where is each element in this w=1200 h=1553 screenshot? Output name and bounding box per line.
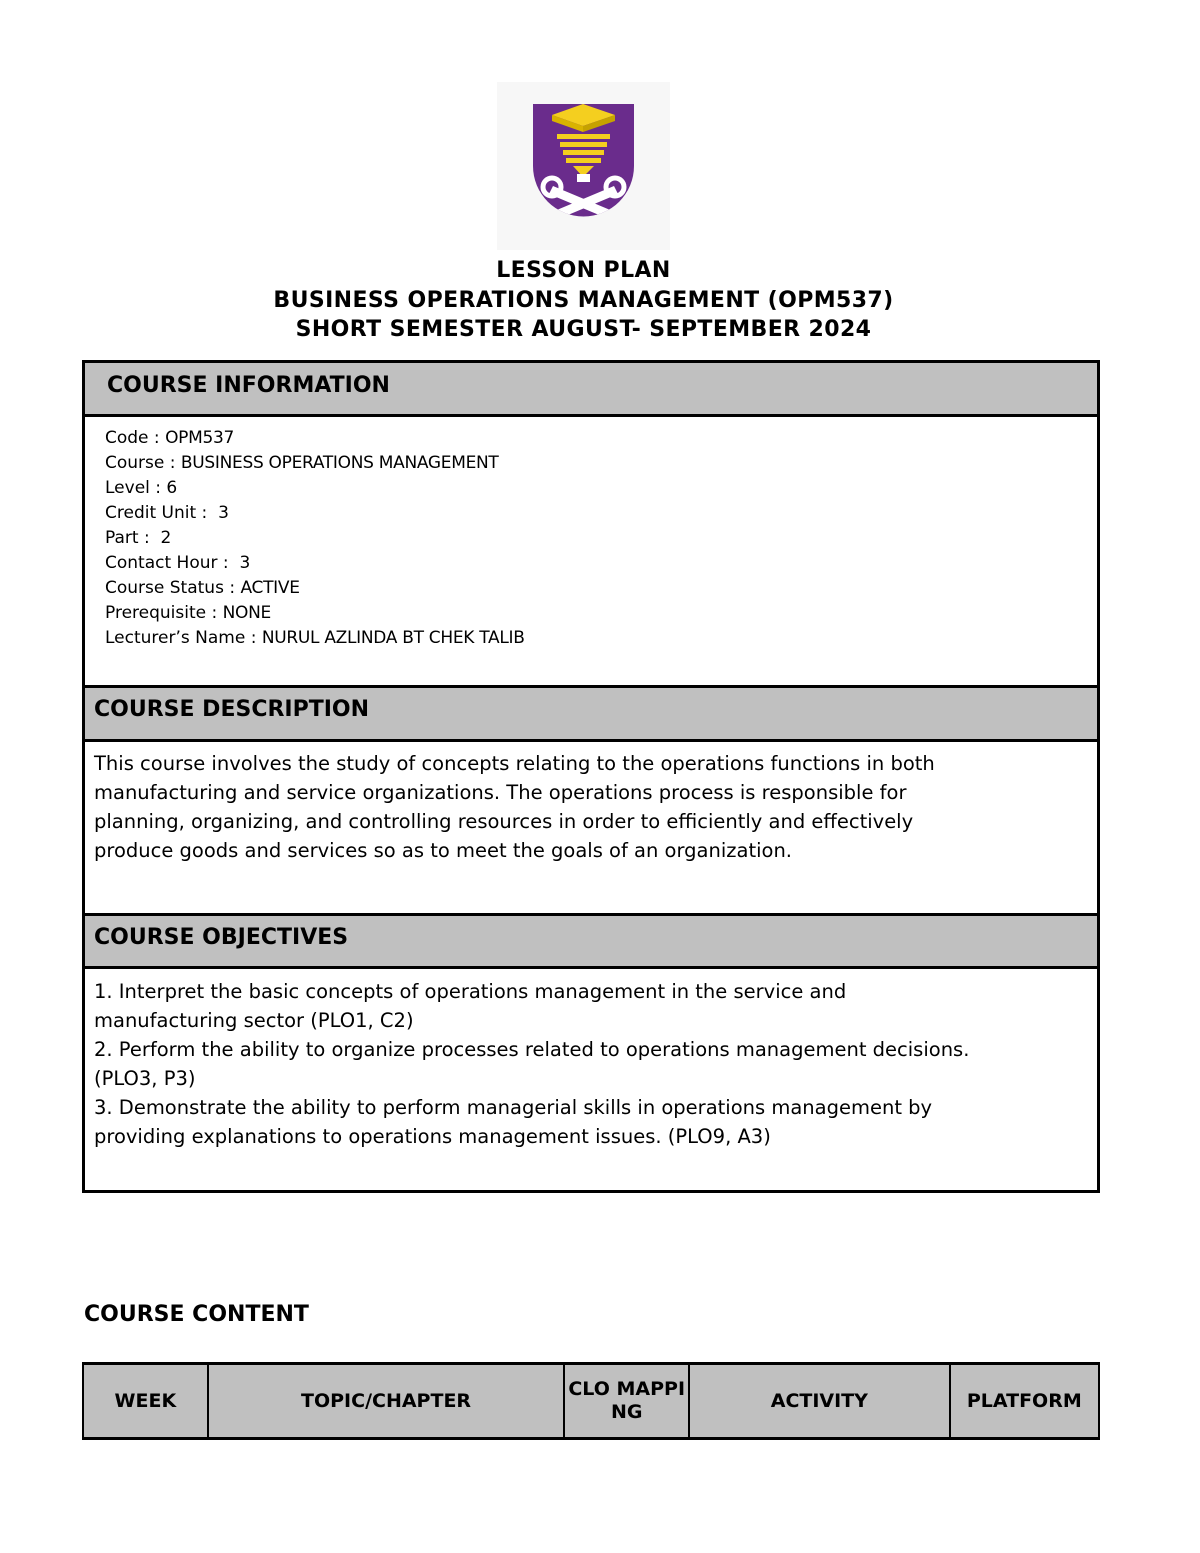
title-course-name: BUSINESS OPERATIONS MANAGEMENT (OPM537) [273, 287, 894, 313]
table-header-row [83, 1364, 1099, 1439]
course-information-heading: COURSE INFORMATION [107, 373, 390, 398]
course-objectives-text: 1. Interpret the basic concepts of operations management in the service and manufacturing sector (PLO1, C2) 2. Perform the ability to organize processes related to operations management decisions. (PLO3, P3) 3. Demonstrate the ability to perform managerial skills in operations management by providing explanations to operations management issues. (PLO9, A3) [94, 980, 970, 1148]
info-row-credit-unit: Credit Unit : 3 [105, 503, 229, 523]
document-title-block [0, 256, 1167, 345]
info-row-prerequisite: Prerequisite : NONE [105, 603, 271, 623]
column-header-clo-mapping: CLO MAPPING [564, 1364, 689, 1439]
info-row-course-status: Course Status : ACTIVE [105, 578, 300, 598]
column-header-platform: PLATFORM [950, 1364, 1099, 1439]
info-row-lecturer-name: Lecturer’s Name : NURUL AZLINDA BT CHEK TALIB [105, 628, 525, 648]
info-row-level: Level : 6 [105, 478, 177, 498]
section-header-course-description [85, 688, 1097, 739]
title-lesson-plan: LESSON PLAN [496, 258, 671, 283]
university-crest-icon [497, 82, 670, 250]
title-semester: SHORT SEMESTER AUGUST- SEPTEMBER 2024 [295, 317, 872, 342]
divider [85, 966, 1097, 969]
column-header-topic: TOPIC/CHAPTER [208, 1364, 565, 1439]
info-row-contact-hour: Contact Hour : 3 [105, 553, 250, 573]
info-row-part: Part : 2 [105, 528, 172, 548]
column-header-activity: ACTIVITY [689, 1364, 950, 1439]
divider [85, 739, 1097, 742]
info-row-course: Course : BUSINESS OPERATIONS MANAGEMENT [105, 453, 499, 473]
course-objectives-heading: COURSE OBJECTIVES [94, 925, 349, 950]
section-header-course-objectives [85, 916, 1097, 966]
course-content-table [82, 1362, 1100, 1440]
course-details-box [82, 360, 1100, 1193]
section-header-course-information [85, 363, 1097, 414]
course-description-heading: COURSE DESCRIPTION [94, 697, 370, 722]
info-row-code: Code : OPM537 [105, 428, 235, 448]
column-header-week: WEEK [83, 1364, 208, 1439]
course-content-heading: COURSE CONTENT [84, 1302, 309, 1327]
divider [85, 414, 1097, 417]
course-description-text: This course involves the study of concepts relating to the operations functions in both manufacturing and service organizations. The operations process is responsible for planning, organizing, and controlling resources in order to efficiently and effectively produce goods and services so as to meet the goals of an organization. [94, 752, 935, 862]
course-information-list [105, 426, 525, 651]
university-logo [497, 82, 670, 250]
